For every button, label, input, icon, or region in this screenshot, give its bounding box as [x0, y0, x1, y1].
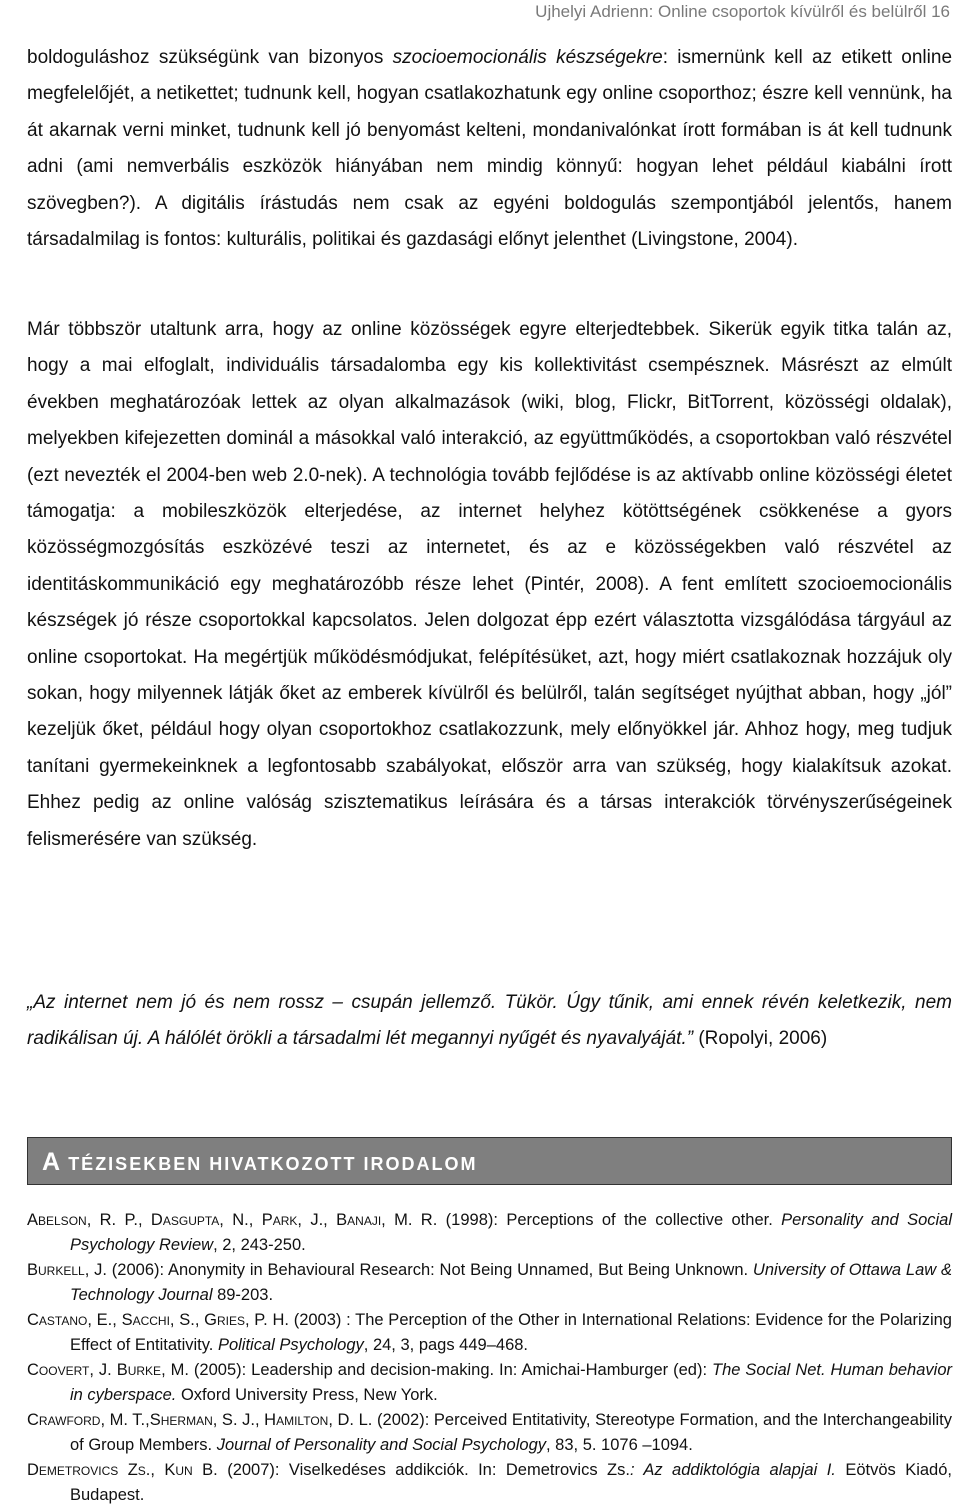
reference-authors: Burkell, J.	[27, 1261, 107, 1279]
paragraph-2-text: Már többször utaltunk arra, hogy az online közösségek egyre elterjedtebbek. Sikerük egyik titka talán az, hogy a mai elfoglalt, individuális társadalomba egy kis kollektivitást csempésznek. Másrészt az elmúlt években meghatározóak lettek az olyan alkalmazások (wiki, blog, Flickr, BitTorrent, közösségi oldalak), melyekben kifejezetten dominál a másokkal való interakció, az együttműködés, a csoportokban való részvétel (ezt nevezték el 2004-ben web 2.0-nek). A technológia tovább fejlődése is az aktívabb online közösségi életet támogatja: a mobileszközök elterjedése, az internet helyhez kötöttségének csökkenése a gyors közösségmozgósítás eszközévé teszi az internetet, és az e közösségekben való részvétel az identitáskommunikáció egy meghatározóbb része lehet (Pintér, 2008). A fent említett szocioemocionális készségek jó része csoportokkal kapcsolatos. Jelen dolgozat épp ezért választotta vizsgálódása tárgyául az online csoportokat. Ha megértjük működésmódjukat, felépítésüket, azt, hogy miért csatlakoznak hozzájuk oly sokan, hogy milyennek látják őket az emberek kívülről és belülről, talán segítséget nyújthat abban, hogy „jól” kezeljük őket, például hogy olyan csoportokhoz csatlakozzunk, mely előnyökkel jár. Ahhoz hogy, meg tudjuk tanítani gyermekeinknek a legfontosabb szabályokat, először arra van szükség, hogy kialakítsuk azokat. Ehhez pedig az online valóság szisztematikus leírására és a társas interakciók törvényszerűségeinek felismerésére van szükség.	[27, 319, 952, 850]
reference-item	[27, 1358, 952, 1408]
reference-tail: 89-203.	[212, 1286, 274, 1304]
reference-authors: Crawford, M. T.,Sherman, S. J., Hamilton, D. L.	[27, 1411, 373, 1429]
reference-text: (2006): Anonymity in Behavioural Research: Not Being Unnamed, But Being Unknown.	[106, 1261, 753, 1279]
reference-text: (2007): Viselkedéses addikciók. In: Demetrovics Zs.	[217, 1461, 630, 1479]
quote-block	[27, 985, 952, 1058]
reference-journal: University of Ottawa Law & Technology Journal	[70, 1261, 953, 1304]
reference-item	[27, 1458, 952, 1508]
reference-tail: , 2, 243-250.	[213, 1236, 306, 1254]
running-header: Ujhelyi Adrienn: Online csoportok kívülről és belülről 16	[535, 2, 950, 21]
reference-tail: , 83, 5. 1076 –1094.	[546, 1436, 693, 1454]
reference-authors: Abelson, R. P., Dasgupta, N., Park, J., Banaji, M. R.	[27, 1211, 438, 1229]
quote-text: „Az internet nem jó és nem rossz – csupán jellemző. Tükör. Úgy tűnik, ami ennek révén keletkezik, nem radikálisan új. A hálólét örökli a társadalmi lét megannyi nyűgét és nyavalyáját.”	[27, 992, 952, 1050]
paragraph-1-emphasis: szocioemocionális készségekre	[392, 47, 663, 68]
body-paragraph-1	[27, 40, 952, 258]
reference-text: (2002): Perceived Entitativity, Stereotype Formation, and the Interchangeability of Group Members.	[70, 1411, 952, 1454]
reference-text: (2003) : The Perception of the Other in International Relations: Evidence for the Polarizing Effect of Entitativity.	[70, 1311, 952, 1354]
reference-item	[27, 1408, 952, 1458]
section-heading-initial: A	[42, 1148, 62, 1176]
section-heading-title: TÉZISEKBEN HIVATKOZOTT IRODALOM	[68, 1154, 478, 1174]
reference-authors: Demetrovics Zs., Kun B.	[27, 1461, 218, 1479]
reference-item	[27, 1308, 952, 1358]
reference-tail: , 24, 3, pags 449–468.	[363, 1336, 528, 1354]
reference-list	[27, 1208, 952, 1508]
reference-journal: The Social Net. Human behavior in cyberspace.	[70, 1361, 952, 1404]
reference-authors: Castano, E., Sacchi, S., Gries, P. H.	[27, 1311, 289, 1329]
quote-citation: (Ropolyi, 2006)	[693, 1028, 828, 1050]
body-paragraph-2	[27, 312, 952, 858]
section-heading	[27, 1137, 952, 1185]
reference-journal: Personality and Social Psychology Review	[70, 1211, 953, 1254]
reference-item	[27, 1208, 952, 1258]
paragraph-1-start: boldoguláshoz szükségünk van bizonyos	[27, 47, 393, 68]
reference-tail: Eötvös Kiadó, Budapest.	[70, 1461, 952, 1504]
reference-tail: Oxford University Press, New York.	[176, 1386, 438, 1404]
reference-text: (1998): Perceptions of the collective other.	[437, 1211, 782, 1229]
reference-authors: Coovert, J. Burke, M.	[27, 1361, 189, 1379]
reference-item	[27, 1258, 952, 1308]
reference-journal: Journal of Personality and Social Psychology	[216, 1436, 547, 1454]
paragraph-1-rest: : ismernünk kell az etikett online megfelelőjét, a netikettet; tudnunk kell, hogyan csatlakozhatunk egy online csoporthoz; észre kell vennünk, ha át akarnak verni minket, tudnunk kell jó benyomást kelteni, mondanivalónkat írott formában is át kell tudnunk adni (ami nemverbális eszközök hiányában nem mindig könnyű: hogyan lehet például kiabálni írott szövegben?). A digitális írástudás nem csak az egyéni boldogulás szempontjából jelentős, hanem társadalmilag is fontos: kulturális, politikai és gazdasági előnyt jelenthet (Livingstone, 2004).	[27, 47, 953, 251]
reference-journal: Political Psychology	[217, 1336, 364, 1354]
reference-journal: : Az addiktológia alapjai I.	[629, 1461, 836, 1479]
reference-text: (2005): Leadership and decision-making. In: Amichai-Hamburger (ed):	[188, 1361, 713, 1379]
